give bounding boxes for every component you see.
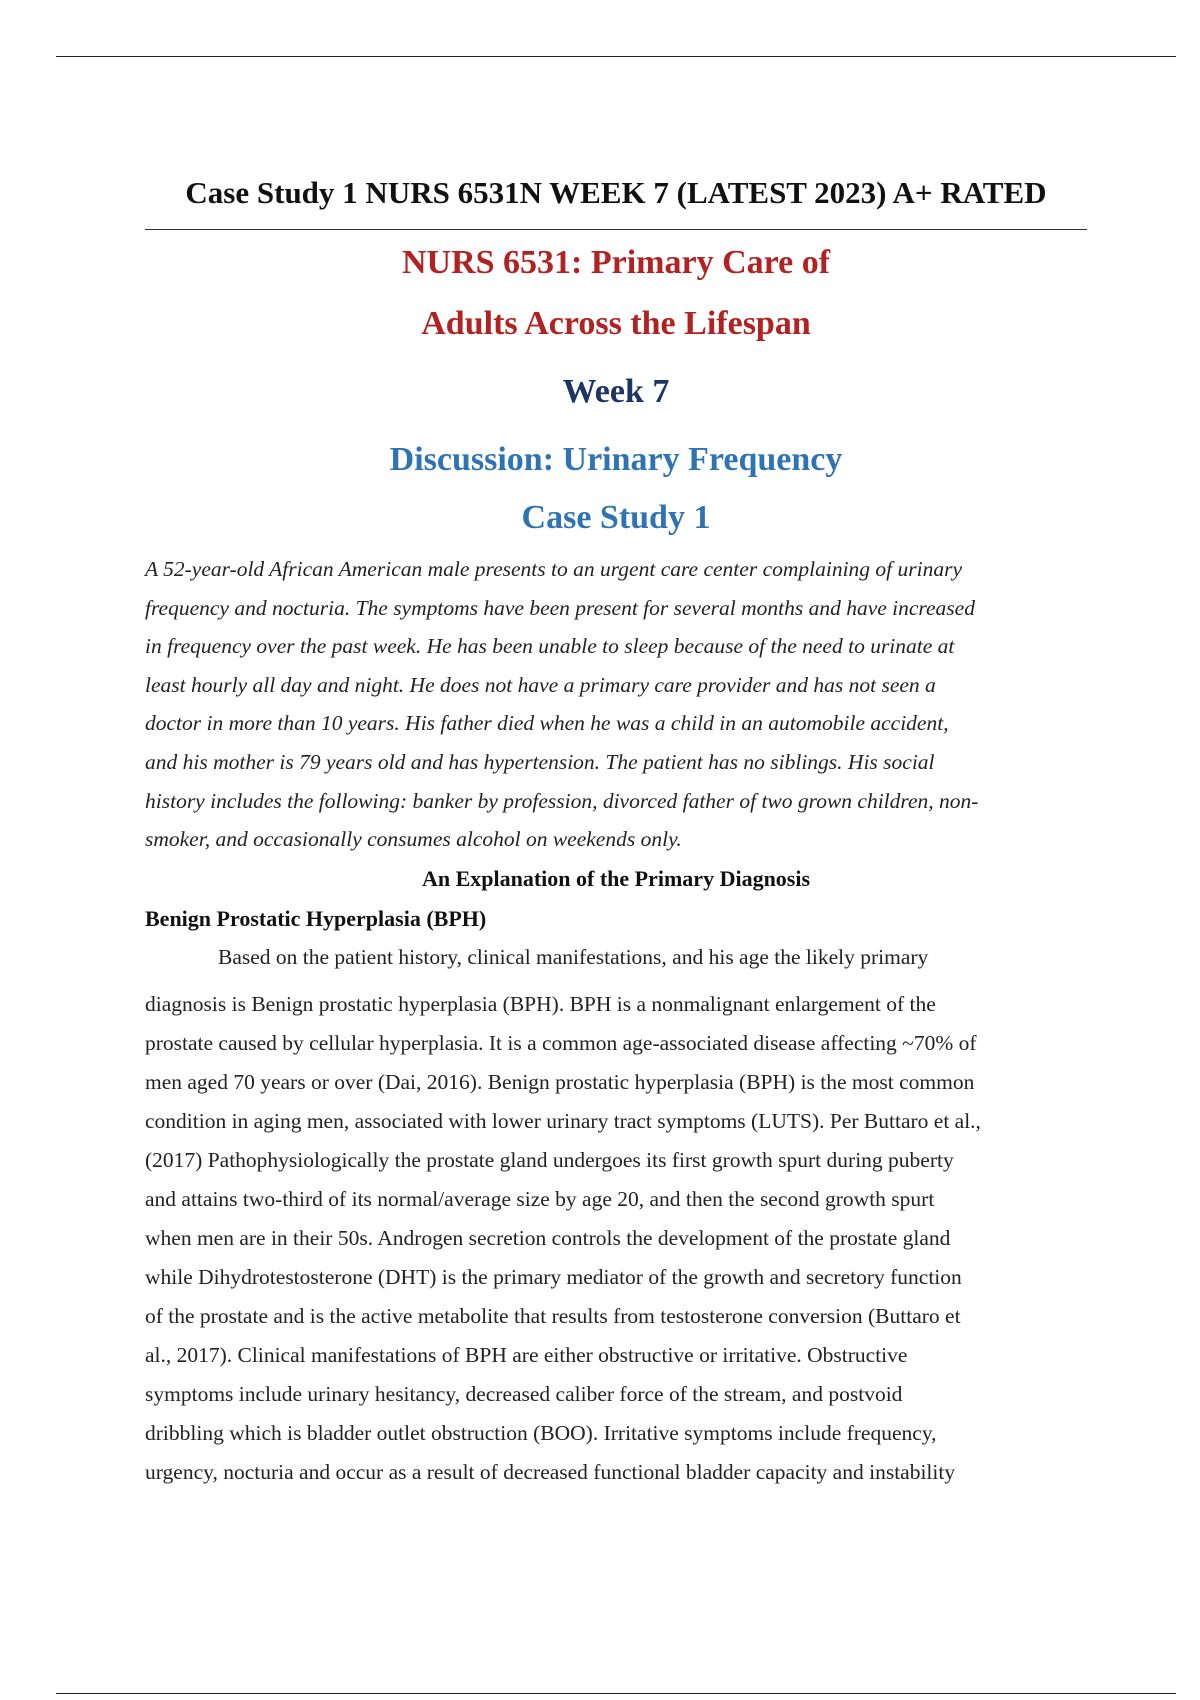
body-line: of the prostate and is the active metabolite that results from testosterone conversion (Buttaro et xyxy=(145,1304,961,1328)
title-underline xyxy=(145,229,1087,230)
subsection-heading: Benign Prostatic Hyperplasia (BPH) xyxy=(145,906,487,931)
body-line: men aged 70 years or over (Dai, 2016). Benign prostatic hyperplasia (BPH) is the most common xyxy=(145,1070,975,1094)
body-line: while Dihydrotestosterone (DHT) is the primary mediator of the growth and secretory function xyxy=(145,1265,962,1289)
scenario-line: frequency and nocturia. The symptoms have been present for several months and have increased xyxy=(145,595,975,620)
body-line: (2017) Pathophysiologically the prostate gland undergoes its first growth spurt during puberty xyxy=(145,1148,954,1172)
body-line: diagnosis is Benign prostatic hyperplasia (BPH). BPH is a nonmalignant enlargement of the xyxy=(145,992,936,1016)
body-line: Based on the patient history, clinical manifestations, and his age the likely primary xyxy=(218,945,929,969)
body-line: prostate caused by cellular hyperplasia. It is a common age-associated disease affecting ~70% of xyxy=(145,1031,977,1055)
course-title-line-1: NURS 6531: Primary Care of xyxy=(401,244,831,281)
course-title-line-2: Adults Across the Lifespan xyxy=(421,305,811,342)
scenario-line: least hourly all day and night. He does not have a primary care provider and has not seen a xyxy=(145,672,936,697)
case-study-heading: Case Study 1 xyxy=(521,499,711,536)
scenario-line: history includes the following: banker by profession, divorced father of two grown children, non- xyxy=(145,788,979,813)
body-line: urgency, nocturia and occur as a result of decreased functional bladder capacity and instability xyxy=(145,1460,956,1484)
document-title: Case Study 1 NURS 6531N WEEK 7 (LATEST 2023) A+ RATED xyxy=(185,175,1047,210)
scenario-line: doctor in more than 10 years. His father died when he was a child in an automobile accident, xyxy=(145,711,949,736)
scenario-line: A 52-year-old African American male presents to an urgent care center complaining of urinary xyxy=(145,557,963,581)
page-top-rule xyxy=(56,56,1176,57)
scenario-line: and his mother is 79 years old and has hypertension. The patient has no siblings. His social xyxy=(145,749,935,774)
case-scenario-paragraph xyxy=(145,550,1087,859)
body-line: when men are in their 50s. Androgen secretion controls the development of the prostate gland xyxy=(145,1226,951,1250)
diagnosis-paragraph xyxy=(145,938,1087,1492)
scenario-line: in frequency over the past week. He has been unable to sleep because of the need to urinate at xyxy=(145,634,955,659)
scenario-line: smoker, and occasionally consumes alcohol on weekends only. xyxy=(145,827,682,852)
discussion-heading: Discussion: Urinary Frequency xyxy=(389,441,843,478)
body-line: symptoms include urinary hesitancy, decreased caliber force of the stream, and postvoid xyxy=(145,1382,903,1406)
week-heading: Week 7 xyxy=(562,373,670,410)
body-line: condition in aging men, associated with lower urinary tract symptoms (LUTS). Per Buttaro et al., xyxy=(145,1109,981,1133)
body-line: dribbling which is bladder outlet obstruction (BOO). Irritative symptoms include frequency, xyxy=(145,1421,937,1445)
section-heading: An Explanation of the Primary Diagnosis xyxy=(421,866,811,891)
body-line: and attains two-third of its normal/average size by age 20, and then the second growth spurt xyxy=(145,1187,935,1211)
body-line: al., 2017). Clinical manifestations of BPH are either obstructive or irritative. Obstructive xyxy=(145,1343,908,1367)
page-bottom-rule xyxy=(56,1693,1176,1694)
